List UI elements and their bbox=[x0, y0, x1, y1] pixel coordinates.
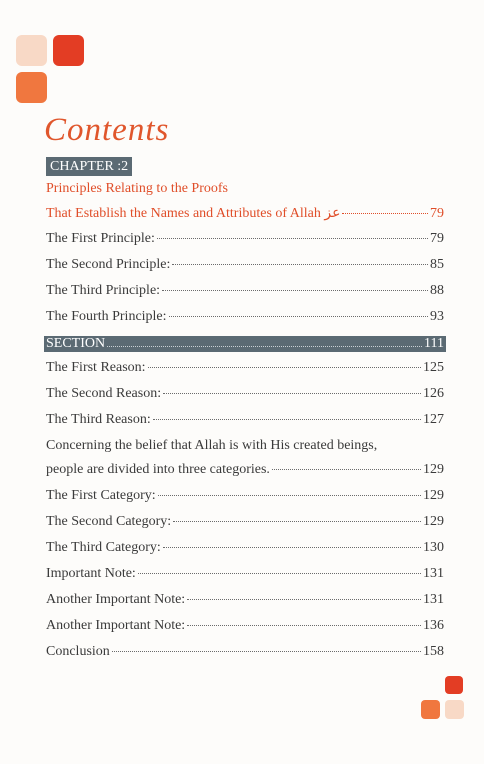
toc-entry-page: 85 bbox=[430, 257, 444, 272]
toc-entry-page: 127 bbox=[423, 412, 444, 427]
concerning-line: Concerning the belief that Allah is with His created beings, bbox=[46, 438, 378, 453]
decor-square-light bbox=[445, 700, 464, 719]
toc-entry-title: The Second Principle: bbox=[46, 257, 171, 272]
decor-square-red bbox=[445, 676, 463, 694]
dot-leader bbox=[187, 599, 421, 600]
toc-entry-page: 129 bbox=[423, 462, 444, 477]
toc-entry-page: 126 bbox=[423, 386, 444, 401]
dot-leader bbox=[148, 367, 421, 368]
toc-entry[interactable] bbox=[46, 412, 444, 432]
dot-leader bbox=[169, 316, 428, 317]
toc-entry[interactable] bbox=[46, 360, 444, 380]
principles-heading: Principles Relating to the Proofs bbox=[46, 181, 228, 196]
toc-entry-title: The First Reason: bbox=[46, 360, 146, 375]
toc-entry[interactable] bbox=[46, 618, 444, 638]
dot-leader bbox=[162, 290, 428, 291]
toc-entry-page: 131 bbox=[423, 592, 444, 607]
dot-leader bbox=[107, 346, 422, 347]
toc-entry[interactable] bbox=[46, 309, 444, 329]
toc-entry[interactable] bbox=[46, 566, 444, 586]
toc-entry[interactable] bbox=[46, 231, 444, 251]
toc-entry-title: Important Note: bbox=[46, 566, 136, 581]
toc-entry[interactable] bbox=[46, 386, 444, 406]
dot-leader bbox=[163, 393, 421, 394]
toc-entry-page: 79 bbox=[430, 231, 444, 246]
dot-leader bbox=[187, 625, 421, 626]
toc-entry[interactable] bbox=[46, 592, 444, 612]
toc-section-band[interactable] bbox=[44, 336, 446, 352]
toc-entry-page: 93 bbox=[430, 309, 444, 324]
dot-leader bbox=[342, 213, 428, 214]
toc-entry-title: Another Important Note: bbox=[46, 618, 186, 633]
dot-leader bbox=[112, 651, 421, 652]
toc-entry-title: The Second Category: bbox=[46, 514, 172, 529]
chapter-label: CHAPTER :2 bbox=[46, 157, 132, 176]
toc-entry-title: The Third Principle: bbox=[46, 283, 161, 298]
toc-entry-title: The Second Reason: bbox=[46, 386, 162, 401]
dot-leader bbox=[163, 547, 421, 548]
toc-entry-title: That Establish the Names and Attributes of Allah عز bbox=[46, 206, 341, 221]
dot-leader bbox=[158, 495, 421, 496]
toc-entry[interactable] bbox=[46, 514, 444, 534]
dot-leader bbox=[172, 264, 428, 265]
toc-entry[interactable] bbox=[46, 283, 444, 303]
toc-entry[interactable] bbox=[46, 205, 444, 225]
toc-entry[interactable] bbox=[46, 462, 444, 482]
toc-entry[interactable] bbox=[46, 257, 444, 277]
decor-square-orange bbox=[421, 700, 440, 719]
toc-entry[interactable] bbox=[46, 540, 444, 560]
dot-leader bbox=[173, 521, 421, 522]
toc-entry-title: The Third Reason: bbox=[46, 412, 151, 427]
toc-entry-title: SECTION bbox=[46, 336, 106, 351]
toc-entry-title: The First Principle: bbox=[46, 231, 155, 246]
page-title: Contents bbox=[44, 112, 170, 148]
toc-entry-page: 88 bbox=[430, 283, 444, 298]
toc-entry-title: The First Category: bbox=[46, 488, 156, 503]
dot-leader bbox=[272, 469, 421, 470]
toc-entry-title: The Third Category: bbox=[46, 540, 161, 555]
toc-entry-page: 79 bbox=[430, 206, 444, 221]
toc-entry-title: Conclusion bbox=[46, 644, 110, 659]
toc-entry[interactable] bbox=[46, 644, 444, 664]
toc-entry-page: 130 bbox=[423, 540, 444, 555]
toc-entry-page: 111 bbox=[424, 336, 444, 351]
dot-leader bbox=[153, 419, 421, 420]
toc-entry-page: 136 bbox=[423, 618, 444, 633]
dot-leader bbox=[157, 238, 428, 239]
decor-square-red bbox=[53, 35, 84, 66]
toc-entry-page: 158 bbox=[423, 644, 444, 659]
toc-entry-page: 129 bbox=[423, 514, 444, 529]
toc-entry-title: Another Important Note: bbox=[46, 592, 186, 607]
toc-entry-page: 129 bbox=[423, 488, 444, 503]
dot-leader bbox=[138, 573, 421, 574]
toc-entry-title: The Fourth Principle: bbox=[46, 309, 167, 324]
toc-entry-page: 131 bbox=[423, 566, 444, 581]
decor-square-orange bbox=[16, 72, 47, 103]
toc-entry-page: 125 bbox=[423, 360, 444, 375]
decor-square-light bbox=[16, 35, 47, 66]
toc-entry[interactable] bbox=[46, 488, 444, 508]
toc-entry-title: people are divided into three categories. bbox=[46, 462, 270, 477]
